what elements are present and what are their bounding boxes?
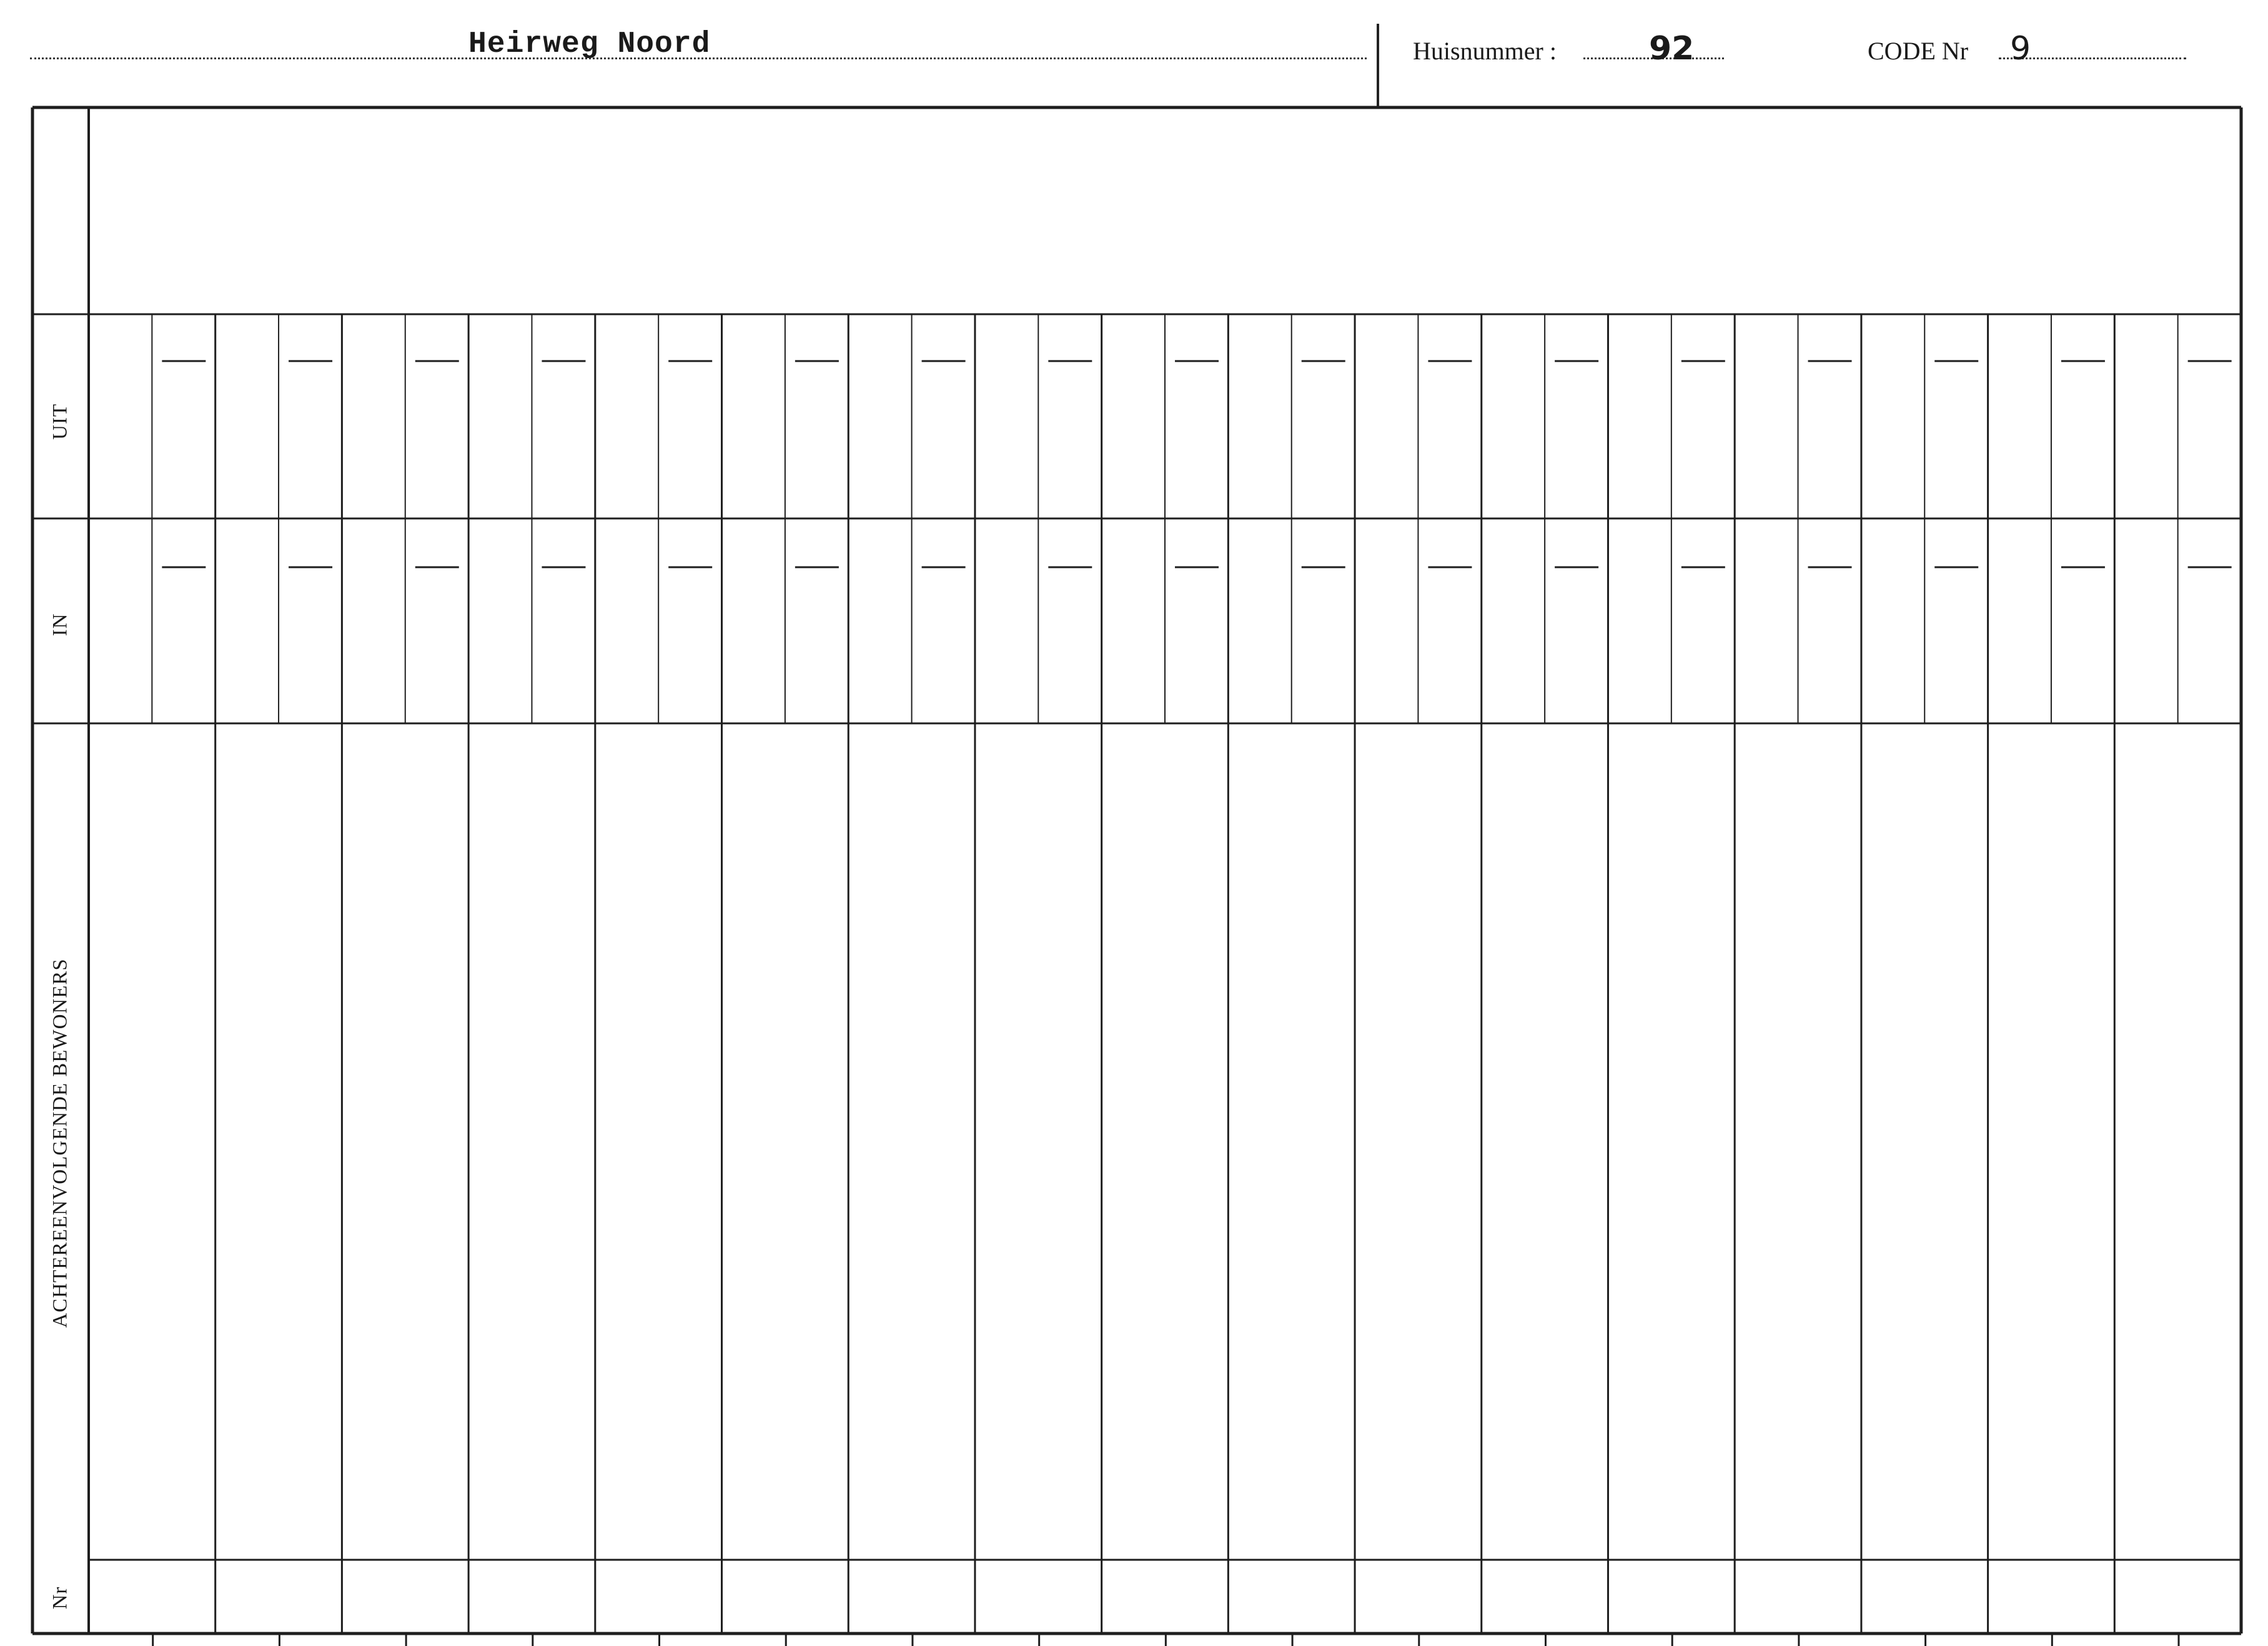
code-label: CODE Nr [1868, 37, 1969, 65]
residents-row-label: ACHTEREENVOLGENDE BEWONERS [49, 958, 72, 1328]
in-row-label: IN [49, 613, 72, 637]
uit-row-label: UIT [49, 404, 72, 440]
house-number-value: 92 [1649, 30, 1695, 67]
code-value: 9 [2010, 30, 2031, 67]
street-name: Heirweg Noord [468, 27, 711, 61]
nr-row-label: Nr [49, 1586, 72, 1610]
house-number-label: Huisnummer : [1413, 37, 1557, 65]
